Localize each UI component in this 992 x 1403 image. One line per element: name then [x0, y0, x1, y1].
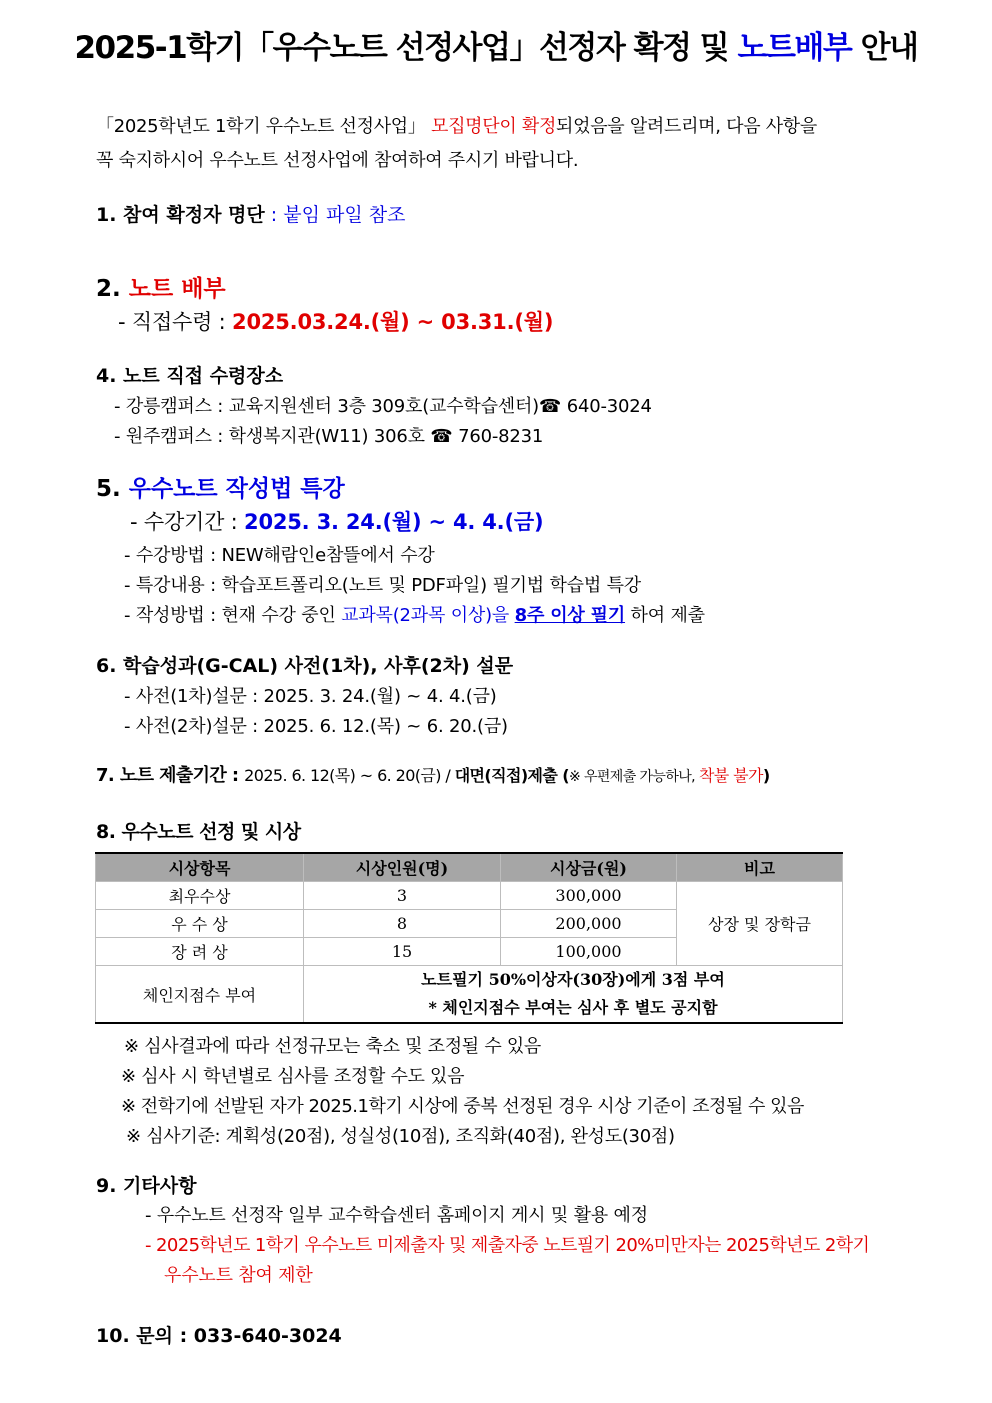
note-item: ※ 전학기에 선발된 자가 2025.1학기 시상에 중복 선정된 경우 시상 기준이 조정될 수 있음 [121, 1096, 804, 1117]
award-table [95, 852, 843, 1024]
pickup-location-wonju: - 원주캠퍼스 : 학생복지관(W11) 306호 ☎ 760-8231 [114, 426, 544, 447]
misc-item-2-line-1: - 2025학년도 1학기 우수노트 미제출자 및 제출자중 노트필기 20%미만자는 2025학년도 2학기 [145, 1235, 870, 1256]
section-5-heading: 5. 우수노트 작성법 특강 [96, 476, 345, 502]
misc-item-2-line-2: 우수노트 참여 제한 [164, 1265, 313, 1286]
intro-line-2: 꼭 숙지하시어 우수노트 선정사업에 참여하여 주시기 바랍니다. [96, 150, 579, 171]
survey-post: - 사전(2차)설문 : 2025. 6. 12.(목) ~ 6. 20.(금) [124, 716, 508, 737]
section-1: 1. 참여 확정자 명단 : 붙임 파일 참조 [96, 204, 406, 226]
remark-cell: 상장 및 장학금 [677, 882, 843, 966]
section-7: 7. 노트 제출기간 : 2025. 6. 12(목) ~ 6. 20(금) / 대면(직접)제출 (※ 우편제출 가능하나, 착불 불가) [96, 765, 770, 786]
survey-pre: - 사전(1차)설문 : 2025. 3. 24.(월) ~ 4. 4.(금) [124, 686, 497, 707]
header-count: 시상인원(명) [304, 853, 501, 882]
section-2-heading: 2. 노트 배부 [96, 276, 226, 302]
participant-list-reference: 붙임 파일 참조 [283, 204, 406, 226]
bonus-row [96, 966, 843, 1024]
lecture-content: - 특강내용 : 학습포트폴리오(노트 및 PDF파일) 필기법 학습법 특강 [124, 575, 641, 596]
eight-weeks-requirement: 8주 이상 필기 [514, 605, 626, 626]
title-highlight: 노트배부 [737, 30, 852, 66]
note-item: ※ 심사 시 학년별로 심사를 조정할 수도 있음 [121, 1066, 465, 1087]
intro-highlight: 모집명단이 확정 [431, 116, 557, 137]
table-row: 우 수 상 8 200,000 [96, 910, 843, 938]
pickup-location-gangneung: - 강릉캠퍼스 : 교육지원센터 3층 309호(교수학습센터)☎ 640-3024 [114, 396, 652, 417]
header-amount: 시상금(원) [501, 853, 677, 882]
bonus-label: 체인지점수 부여 [96, 966, 304, 1024]
note-item: ※ 심사기준: 계획성(20점), 성실성(10점), 조직화(40점), 완성도(30점) [126, 1126, 675, 1147]
lecture-method: - 수강방법 : NEW해람인e참뜰에서 수강 [124, 545, 435, 566]
writing-method: - 작성방법 : 현재 수강 중인 교과목(2과목 이상)을 8주 이상 필기 하여 제출 [124, 605, 705, 626]
lecture-period: - 수강기간 : 2025. 3. 24.(월) ~ 4. 4.(금) [130, 510, 544, 534]
table-row: 최우수상 3 300,000 상장 및 장학금 [96, 882, 843, 910]
section-8-heading: 8. 우수노트 선정 및 시상 [96, 821, 301, 843]
page-title: 2025-1학기「우수노트 선정사업」선정자 확정 및 노트배부 안내 [74, 30, 918, 66]
intro-line-1: 「2025학년도 1학기 우수노트 선정사업」 모집명단이 확정되었음을 알려드리며, 다음 사항을 [96, 116, 817, 137]
direct-pickup-period: - 직접수령 : 2025.03.24.(월) ~ 03.31.(월) [118, 310, 554, 334]
section-6-heading: 6. 학습성과(G-CAL) 사전(1차), 사후(2차) 설문 [96, 655, 514, 677]
section-4-heading: 4. 노트 직접 수령장소 [96, 365, 284, 387]
table-header-row [96, 853, 843, 882]
note-item: ※ 심사결과에 따라 선정규모는 축소 및 조정될 수 있음 [124, 1036, 542, 1057]
contact-info: 10. 문의 : 033-640-3024 [96, 1325, 342, 1347]
table-row: 장 려 상 15 100,000 [96, 938, 843, 966]
bonus-description: 노트필기 50%이상자(30장)에게 3점 부여 * 체인지점수 부여는 심사 후 별도 공지함 [304, 966, 843, 1024]
header-remark: 비고 [677, 853, 843, 882]
misc-item-1: - 우수노트 선정작 일부 교수학습센터 홈페이지 게시 및 활용 예정 [145, 1205, 648, 1226]
header-category: 시상항목 [96, 853, 304, 882]
section-9-heading: 9. 기타사항 [96, 1175, 197, 1197]
